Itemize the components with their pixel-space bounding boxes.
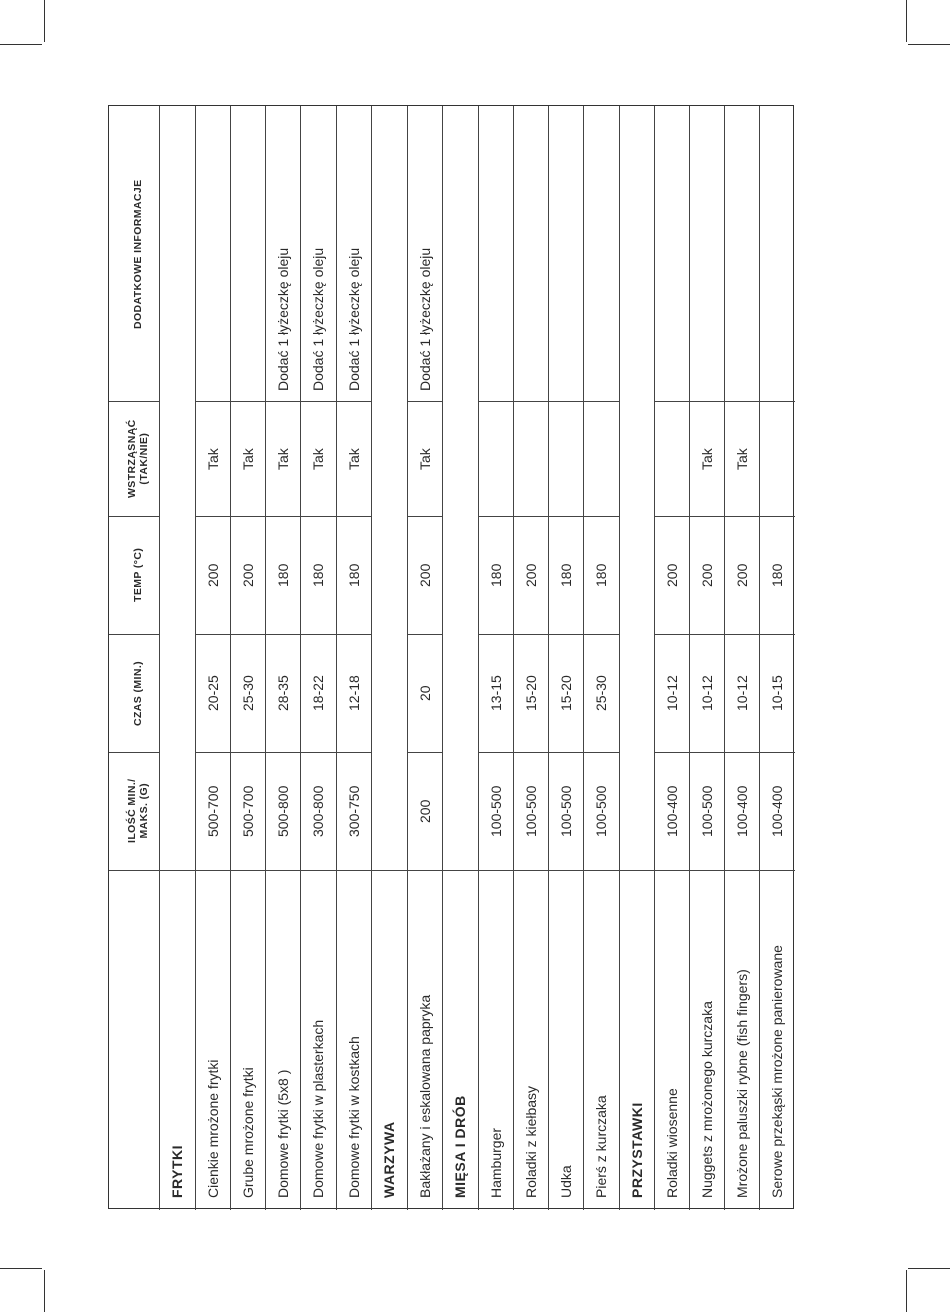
- product-name: Hamburger: [487, 1127, 504, 1198]
- column-divider: [759, 634, 795, 635]
- column-divider: [689, 634, 724, 635]
- amount-value: 300-750: [345, 785, 362, 837]
- amount-value: 500-800: [274, 785, 291, 837]
- row-divider: [478, 106, 479, 1210]
- amount-value: 100-500: [522, 785, 539, 837]
- column-divider: [371, 870, 407, 871]
- product-name: Cienkie mrożone frytki: [204, 1059, 221, 1198]
- row-divider: [230, 106, 231, 1210]
- column-divider: [583, 634, 619, 635]
- column-divider: [195, 752, 230, 753]
- row-divider: [371, 106, 372, 1210]
- column-divider: [759, 752, 795, 753]
- column-divider: [407, 401, 442, 402]
- product-name: Domowe frytki w plasterkach: [310, 1019, 326, 1198]
- amount-value: 100-400: [733, 785, 750, 837]
- column-divider: [109, 752, 159, 753]
- header-shake: WSTRZĄSNĄĆ (TAK/NIE): [126, 419, 150, 498]
- column-divider: [407, 634, 442, 635]
- column-divider: [109, 401, 159, 402]
- time-value: 15-20: [557, 675, 574, 711]
- column-divider: [689, 870, 724, 871]
- section-heading: WARZYWA: [381, 1121, 397, 1198]
- row-divider: [548, 106, 549, 1210]
- product-name: Roladki z kiełbasy: [522, 1085, 539, 1198]
- column-divider: [300, 401, 336, 402]
- temp-value: 200: [239, 563, 256, 587]
- product-name: Grube mrożone frytki: [239, 1067, 256, 1198]
- amount-value: 100-400: [663, 785, 680, 837]
- row-divider: [689, 106, 690, 1210]
- row-divider: [759, 106, 760, 1210]
- crop-mark: [44, 1270, 45, 1312]
- column-divider: [336, 516, 371, 517]
- temp-value: 200: [522, 563, 539, 587]
- row-divider: [336, 106, 337, 1210]
- row-divider: [724, 106, 725, 1210]
- amount-value: 300-800: [310, 785, 326, 837]
- column-divider: [300, 516, 336, 517]
- row-divider: [195, 106, 196, 1210]
- amount-value: 200: [416, 799, 433, 823]
- crop-mark: [908, 1268, 950, 1269]
- shake-value: Tak: [310, 447, 326, 470]
- amount-value: 500-700: [204, 785, 221, 837]
- time-value: 20-25: [204, 675, 221, 711]
- amount-value: 500-700: [239, 785, 256, 837]
- column-divider: [300, 752, 336, 753]
- crop-mark: [906, 0, 907, 42]
- time-value: 28-35: [274, 675, 291, 711]
- column-divider: [513, 516, 548, 517]
- column-divider: [442, 870, 478, 871]
- temp-value: 180: [345, 563, 362, 587]
- row-divider: [407, 106, 408, 1210]
- column-divider: [478, 752, 513, 753]
- column-divider: [195, 870, 230, 871]
- amount-value: 100-400: [769, 785, 785, 837]
- column-divider: [689, 401, 724, 402]
- product-name: Udka: [557, 1165, 574, 1198]
- crop-mark: [0, 44, 42, 45]
- column-divider: [265, 752, 300, 753]
- row-divider: [619, 106, 620, 1210]
- row-divider: [513, 106, 514, 1210]
- column-divider: [195, 401, 230, 402]
- product-name: Pierś z kurczaka: [593, 1095, 609, 1198]
- column-divider: [548, 516, 583, 517]
- section-heading: FRYTKI: [169, 1144, 185, 1198]
- column-divider: [583, 752, 619, 753]
- row-divider: [442, 106, 443, 1210]
- time-value: 25-30: [239, 675, 256, 711]
- column-divider: [478, 634, 513, 635]
- time-value: 13-15: [487, 675, 504, 711]
- product-name: Bakłażany i eskalowana papryka: [416, 994, 433, 1198]
- info-value: Dodać 1 łyżeczkę oleju: [416, 247, 433, 391]
- column-divider: [195, 634, 230, 635]
- column-divider: [336, 634, 371, 635]
- column-divider: [654, 870, 689, 871]
- temp-value: 180: [274, 563, 291, 587]
- column-divider: [230, 752, 265, 753]
- column-divider: [478, 870, 513, 871]
- column-divider: [548, 634, 583, 635]
- header-temp: TEMP (°C): [132, 547, 144, 602]
- column-divider: [583, 516, 619, 517]
- temp-value: 200: [733, 563, 750, 587]
- column-divider: [336, 870, 371, 871]
- product-name: Mrożone paluszki rybne (fish fingers): [733, 969, 750, 1198]
- product-name: Serowe przekąski mrożone panierowane: [769, 945, 785, 1198]
- column-divider: [724, 401, 759, 402]
- time-value: 12-18: [345, 675, 362, 711]
- time-value: 10-12: [733, 675, 750, 711]
- shake-value: Tak: [239, 447, 256, 470]
- column-divider: [265, 401, 300, 402]
- column-divider: [478, 401, 513, 402]
- time-value: 15-20: [522, 675, 539, 711]
- row-divider: [265, 106, 266, 1210]
- time-value: 25-30: [593, 675, 609, 711]
- shake-value: Tak: [204, 447, 221, 470]
- column-divider: [230, 516, 265, 517]
- column-divider: [583, 870, 619, 871]
- column-divider: [689, 516, 724, 517]
- temp-value: 200: [204, 563, 221, 587]
- row-divider: [654, 106, 655, 1210]
- time-value: 10-12: [698, 675, 715, 711]
- column-divider: [654, 752, 689, 753]
- column-divider: [583, 401, 619, 402]
- column-divider: [513, 870, 548, 871]
- column-divider: [300, 870, 336, 871]
- row-divider: [583, 106, 584, 1210]
- column-divider: [759, 516, 795, 517]
- column-divider: [265, 870, 300, 871]
- column-divider: [654, 634, 689, 635]
- column-divider: [407, 516, 442, 517]
- amount-value: 100-500: [593, 785, 609, 837]
- column-divider: [513, 752, 548, 753]
- shake-value: Tak: [416, 447, 433, 470]
- column-divider: [759, 401, 795, 402]
- info-value: Dodać 1 łyżeczkę oleju: [310, 247, 326, 391]
- temp-value: 180: [593, 563, 609, 587]
- column-divider: [300, 634, 336, 635]
- product-name: Roladki wiosenne: [663, 1088, 680, 1198]
- cooking-table: [108, 105, 794, 1209]
- time-value: 18-22: [310, 675, 326, 711]
- column-divider: [230, 401, 265, 402]
- column-divider: [109, 870, 159, 871]
- temp-value: 180: [310, 563, 326, 587]
- column-divider: [724, 516, 759, 517]
- column-divider: [265, 634, 300, 635]
- header-info: DODATKOWE INFORMACJE: [132, 178, 144, 329]
- amount-value: 100-500: [698, 785, 715, 837]
- section-heading: MIĘSA I DRÓB: [452, 1095, 468, 1198]
- crop-mark: [908, 44, 950, 45]
- column-divider: [548, 401, 583, 402]
- shake-value: Tak: [733, 447, 750, 470]
- column-divider: [724, 870, 759, 871]
- column-divider: [336, 401, 371, 402]
- temp-value: 200: [416, 563, 433, 587]
- info-value: Dodać 1 łyżeczkę oleju: [345, 247, 362, 391]
- amount-value: 100-500: [487, 785, 504, 837]
- row-divider: [159, 106, 160, 1210]
- column-divider: [195, 516, 230, 517]
- crop-mark: [44, 0, 45, 42]
- temp-value: 200: [663, 563, 680, 587]
- column-divider: [759, 870, 795, 871]
- column-divider: [689, 752, 724, 753]
- column-divider: [159, 870, 195, 871]
- section-heading: PRZYSTAWKI: [628, 1102, 645, 1198]
- amount-value: 100-500: [557, 785, 574, 837]
- column-divider: [548, 752, 583, 753]
- temp-value: 200: [698, 563, 715, 587]
- header-time: CZAS (MIN.): [132, 660, 144, 726]
- crop-mark: [0, 1268, 42, 1269]
- column-divider: [230, 870, 265, 871]
- column-divider: [548, 870, 583, 871]
- column-divider: [407, 870, 442, 871]
- shake-value: Tak: [345, 447, 362, 470]
- temp-value: 180: [769, 563, 785, 587]
- column-divider: [654, 401, 689, 402]
- column-divider: [230, 634, 265, 635]
- product-name: Nuggets z mrożonego kurczaka: [698, 1001, 715, 1198]
- column-divider: [513, 634, 548, 635]
- crop-mark: [906, 1270, 907, 1312]
- column-divider: [513, 401, 548, 402]
- column-divider: [724, 752, 759, 753]
- column-divider: [619, 870, 654, 871]
- shake-value: Tak: [274, 447, 291, 470]
- temp-value: 180: [487, 563, 504, 587]
- info-value: Dodać 1 łyżeczkę oleju: [274, 247, 291, 391]
- column-divider: [265, 516, 300, 517]
- product-name: Domowe frytki (5x8 ): [274, 1069, 291, 1198]
- time-value: 10-15: [769, 675, 785, 711]
- row-divider: [300, 106, 301, 1210]
- product-name: Domowe frytki w kostkach: [345, 1036, 362, 1198]
- column-divider: [109, 516, 159, 517]
- column-divider: [478, 516, 513, 517]
- time-value: 20: [416, 685, 433, 701]
- header-amount: ILOŚĆ MIN./ MAKS. (G): [126, 778, 150, 843]
- column-divider: [407, 752, 442, 753]
- column-divider: [654, 516, 689, 517]
- temp-value: 180: [557, 563, 574, 587]
- shake-value: Tak: [698, 447, 715, 470]
- column-divider: [109, 634, 159, 635]
- time-value: 10-12: [663, 675, 680, 711]
- column-divider: [724, 634, 759, 635]
- column-divider: [336, 752, 371, 753]
